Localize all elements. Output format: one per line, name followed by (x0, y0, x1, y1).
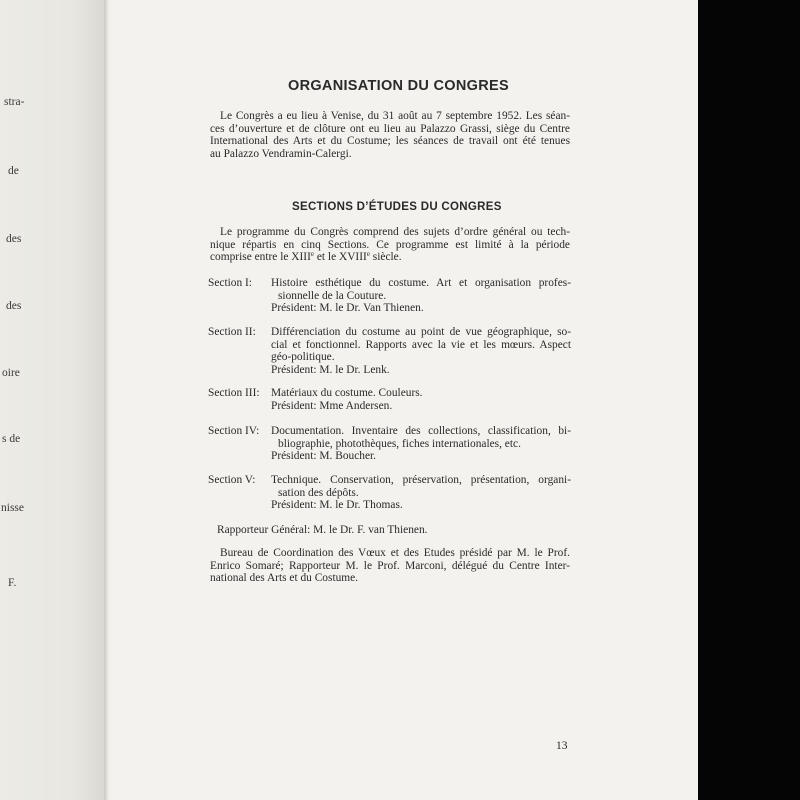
text-line: comprise entre le XIIIe et le XVIIIe siècle. (210, 250, 402, 264)
rapporteur-line: Rapporteur Général: M. le Dr. F. van Thienen. (217, 524, 428, 536)
program-paragraph (210, 226, 570, 264)
section-president: Président: M. le Dr. Van Thienen. (271, 302, 424, 315)
text-line: au Palazzo Vendramin-Calergi. (210, 147, 352, 160)
section-description (271, 387, 571, 412)
section-description (271, 474, 571, 512)
text-line: Documentation. Inventaire des collections, classification, bi- (271, 425, 571, 437)
section-description (271, 277, 571, 315)
left-text-fragment: oire (2, 367, 20, 379)
section-label: Section II: (208, 326, 256, 338)
page-number: 13 (556, 740, 568, 752)
left-text-fragment: s de (2, 433, 21, 445)
section-label: Section V: (208, 474, 256, 486)
text-line: International des Arts et du Costume; les séances de travail ont été tenues (210, 135, 570, 148)
text-line: Histoire esthétique du costume. Art et organisation profes- (271, 277, 571, 289)
left-text-fragment: des (6, 300, 22, 312)
page-title: ORGANISATION DU CONGRES (288, 78, 509, 94)
section-president: Président: Mme Andersen. (271, 399, 393, 412)
section-label: Section IV: (208, 425, 260, 437)
intro-paragraph (210, 110, 570, 160)
text-line: sionnelle de la Couture. (278, 289, 387, 302)
text-line: Le programme du Congrès comprend des sujets d’ordre général ou tech- (220, 226, 570, 238)
text-line: national des Arts et du Costume. (210, 572, 359, 585)
book-gutter (104, 0, 112, 800)
text-line: Enrico Somaré; Rapporteur M. le Prof. Marconi, délégué du Centre Inter- (210, 559, 570, 572)
text-line: cial et fonctionnel. Rapports avec la vie et les mœurs. Aspect (271, 338, 571, 351)
left-text-fragment: de (8, 165, 19, 177)
left-text-fragment: F. (8, 577, 17, 589)
section-president: Président: M. le Dr. Thomas. (271, 499, 403, 512)
section-president: Président: M. le Dr. Lenk. (271, 363, 390, 376)
left-text-fragment: nisse (1, 502, 24, 514)
text-line: sation des dépôts. (278, 486, 359, 499)
section-heading: SECTIONS D’ÉTUDES DU CONGRES (292, 201, 502, 213)
section-label: Section I: (208, 277, 252, 289)
section-label: Section III: (208, 387, 260, 399)
text-line: géo-politique. (271, 351, 335, 364)
section-president: Président: M. Boucher. (271, 450, 377, 463)
text-line: Technique. Conservation, préservation, présentation, organi- (271, 474, 571, 486)
text-line: Différenciation du costume au point de vue géographique, so- (271, 326, 571, 338)
text-line: bliographie, photothèques, fiches internationales, etc. (278, 437, 521, 450)
text-line: nique répartis en cinq Sections. Ce programme est limité à la période (210, 238, 570, 251)
text-line: Bureau de Coordination des Vœux et des Etudes présidé par M. le Prof. (220, 547, 570, 559)
text-line: Matériaux du costume. Couleurs. (271, 387, 423, 399)
section-description (271, 425, 571, 463)
section-description (271, 326, 571, 376)
background-edge (698, 0, 800, 800)
left-text-fragment: des (6, 233, 22, 245)
text-line: Le Congrès a eu lieu à Venise, du 31 août au 7 septembre 1952. Les séan- (220, 110, 570, 122)
text-line: ces d’ouverture et de clôture ont eu lieu au Palazzo Grassi, siège du Centre (210, 122, 570, 135)
left-page (0, 0, 104, 800)
left-text-fragment: stra- (4, 96, 25, 108)
bureau-paragraph (210, 547, 570, 585)
